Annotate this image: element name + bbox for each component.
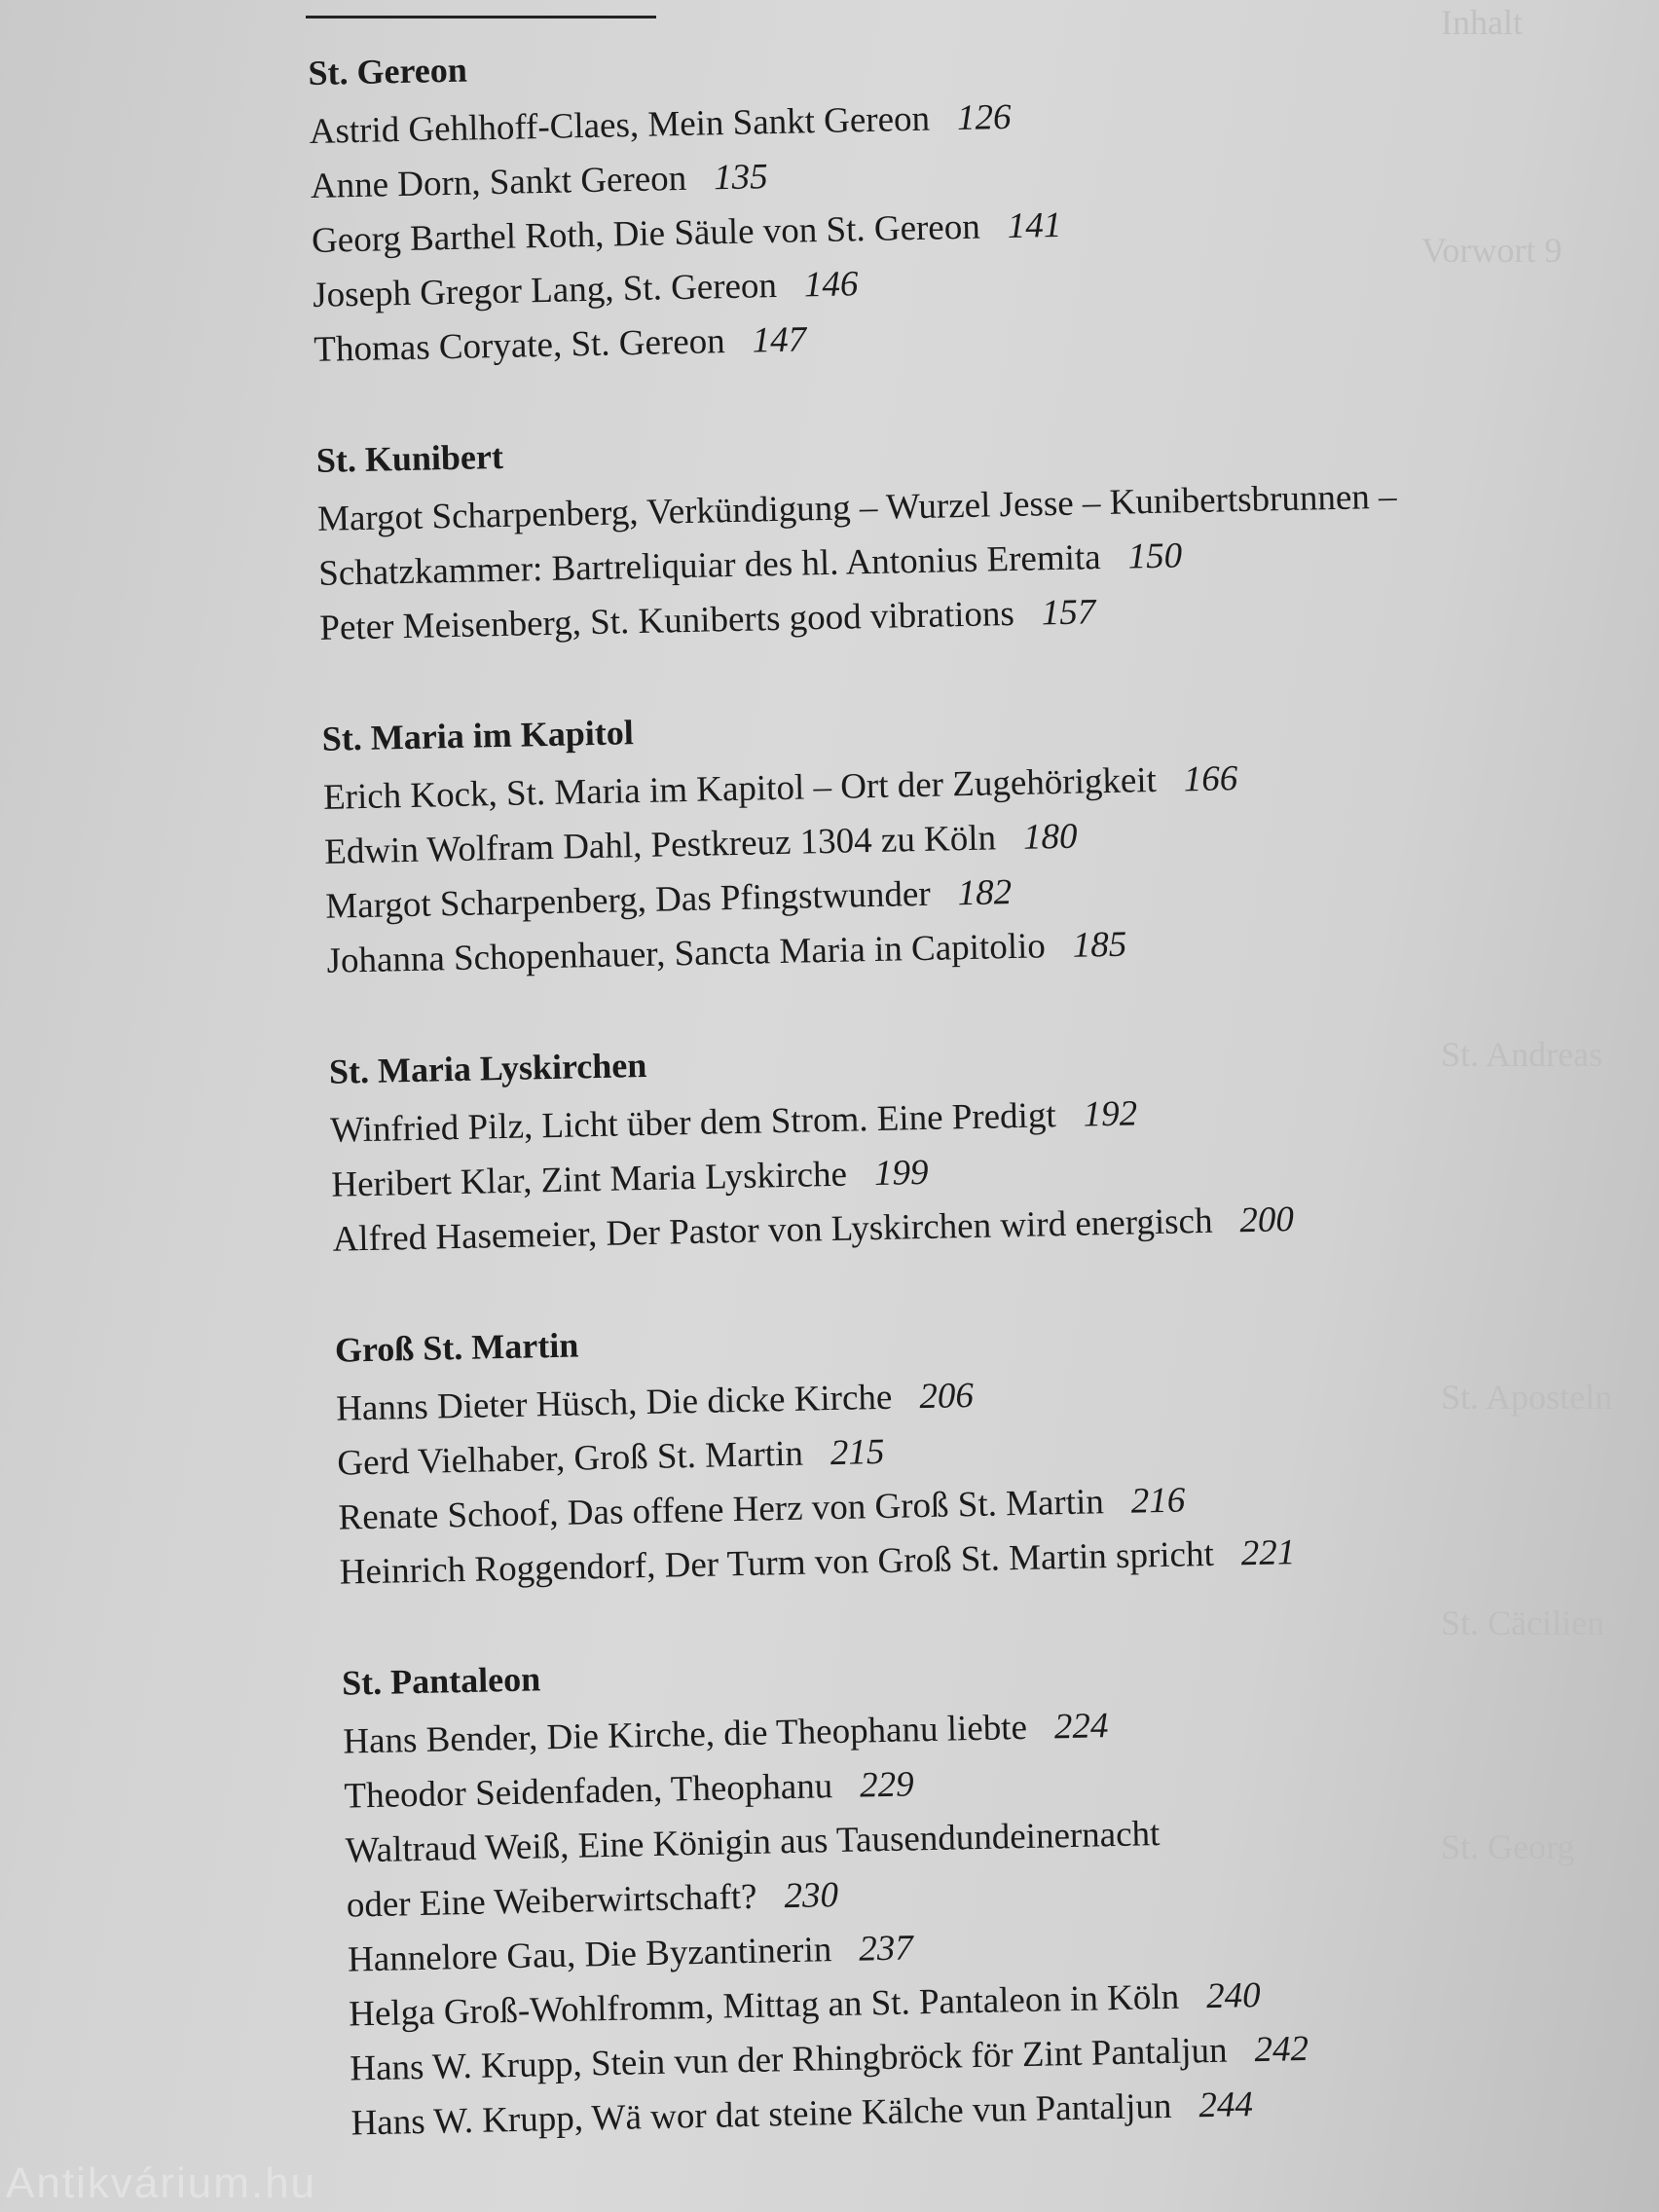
page-number: 230 [784,1875,839,1917]
entry-text: Schatzkammer: Bartreliquiar des hl. Antonius Eremita [317,537,1102,594]
entry-text: Hans W. Krupp, Wä wor dat steine Kälche vun Pantaljun [350,2085,1172,2144]
page-number: 147 [752,319,807,361]
entry-text: Hans Bender, Die Kirche, die Theophanu liebte [342,1707,1028,1762]
bleed-through-line: St. Andreas [1441,1035,1603,1074]
table-of-contents [308,24,1618,2212]
toc-section-st-gereon [308,24,1580,378]
entry-text: Alfred Hasemeier, Der Pastor von Lyskirchen wird energisch [332,1200,1213,1260]
entry-text: Margot Scharpenberg, Verkündigung – Wurzel Jesse – Kunibertsbrunnen – [316,476,1397,539]
entry-text: Anne Dorn, Sankt Gereon [310,158,687,206]
entry-text: oder Eine Weiberwirtschaft? [346,1876,757,1926]
entry-text: Joseph Gregor Lang, St. Gereon [312,265,778,315]
watermark: Antikvárium.hu [6,2159,317,2207]
page-number: 182 [957,872,1013,914]
page-number: 244 [1198,2084,1254,2126]
page-number: 185 [1072,924,1127,966]
page-number: 215 [830,1431,885,1474]
entry-text: Hannelore Gau, Die Byzantinerin [347,1930,832,1980]
entry-text: Hanns Dieter Hüsch, Die dicke Kirche [335,1377,893,1429]
toc-section-st-kunibert [315,412,1585,656]
section-heading: St. Kunibert [315,436,504,480]
page-number: 221 [1240,1532,1296,1574]
entry-text: Peter Meisenberg, St. Kuniberts good vibrations [319,593,1015,648]
toc-section-st-maria-im-kapitol [321,690,1593,989]
page-number: 237 [858,1928,914,1970]
entry-text: Winfried Pilz, Licht über dem Strom. Eine Predigt [329,1095,1057,1151]
bleed-through-line: St. Aposteln [1441,1378,1613,1417]
page-number: 224 [1053,1706,1109,1748]
bleed-through-line: St. Georg [1441,1827,1575,1866]
entry-text: Thomas Coryate, St. Gereon [313,321,726,370]
page-number: 141 [1007,204,1062,246]
page-number: 200 [1239,1199,1295,1241]
toc-section-st-pantaleon [342,1634,1617,2151]
entry-text: Renate Schoof, Das offene Herz von Groß St. Martin [338,1482,1105,1538]
entry-text: Helga Groß-Wohlfromm, Mittag an St. Pantaleon in Köln [348,1976,1180,2035]
entry-text: Heribert Klar, Zint Maria Lyskirche [330,1154,848,1205]
page-number: 150 [1127,535,1183,577]
entry-text: Heinrich Roggendorf, Der Turm von Groß St. Martin spricht [339,1533,1215,1593]
entry-text: Gerd Vielhaber, Groß St. Martin [336,1433,804,1484]
entry-text: Georg Barthel Roth, Die Säule von St. Gereon [311,206,981,261]
section-heading: St. Gereon [308,50,468,92]
entry-text: Johanna Schopenhauer, Sancta Maria in Capitolio [326,926,1047,981]
entry-text: Waltraud Weiß, Eine Königin aus Tausendundeinernacht [345,1814,1161,1871]
page-number: 192 [1083,1093,1138,1135]
entry-text: Erich Kock, St. Maria im Kapitol – Ort der Zugehörigkeit [322,759,1158,818]
page-number: 146 [803,264,859,306]
page-number: 126 [956,96,1012,139]
page-number: 229 [859,1764,915,1806]
page-number: 157 [1041,592,1096,634]
bleed-through-line: St. Cäcilien [1441,1604,1604,1642]
toc-section-st-maria-lyskirchen [328,1023,1598,1268]
entry-text: Astrid Gehlhoff-Claes, Mein Sankt Gereon [309,98,931,152]
entry-text: Hans W. Krupp, Stein vun der Rhingbröck för Zint Pantaljun [349,2030,1228,2089]
entry-text: Edwin Wolfram Dahl, Pestkreuz 1304 zu Köln [323,818,997,872]
page-number: 199 [873,1152,929,1195]
section-heading: St. Pantaleon [341,1659,541,1703]
entry-text: Theodor Seidenfaden, Theophanu [344,1766,833,1817]
page-number: 240 [1205,1974,1262,2017]
section-heading: St. Maria im Kapitol [321,713,635,758]
entry-text: Margot Scharpenberg, Das Pfingstwunder [324,873,932,927]
page-number: 242 [1254,2028,1309,2071]
section-heading: Groß St. Martin [334,1325,579,1370]
bleed-through-header: Inhalt [1441,3,1523,42]
bleed-through-line: Vorwort 9 [1421,231,1563,270]
page-number: 180 [1022,816,1078,858]
page-number: 166 [1183,758,1238,800]
page-number: 135 [713,157,769,199]
page-number: 216 [1130,1480,1186,1522]
section-heading: St. Maria Lyskirchen [328,1045,647,1091]
toc-section-gross-st-martin [334,1301,1605,1600]
top-rule [306,16,656,18]
page-number: 206 [918,1375,975,1418]
